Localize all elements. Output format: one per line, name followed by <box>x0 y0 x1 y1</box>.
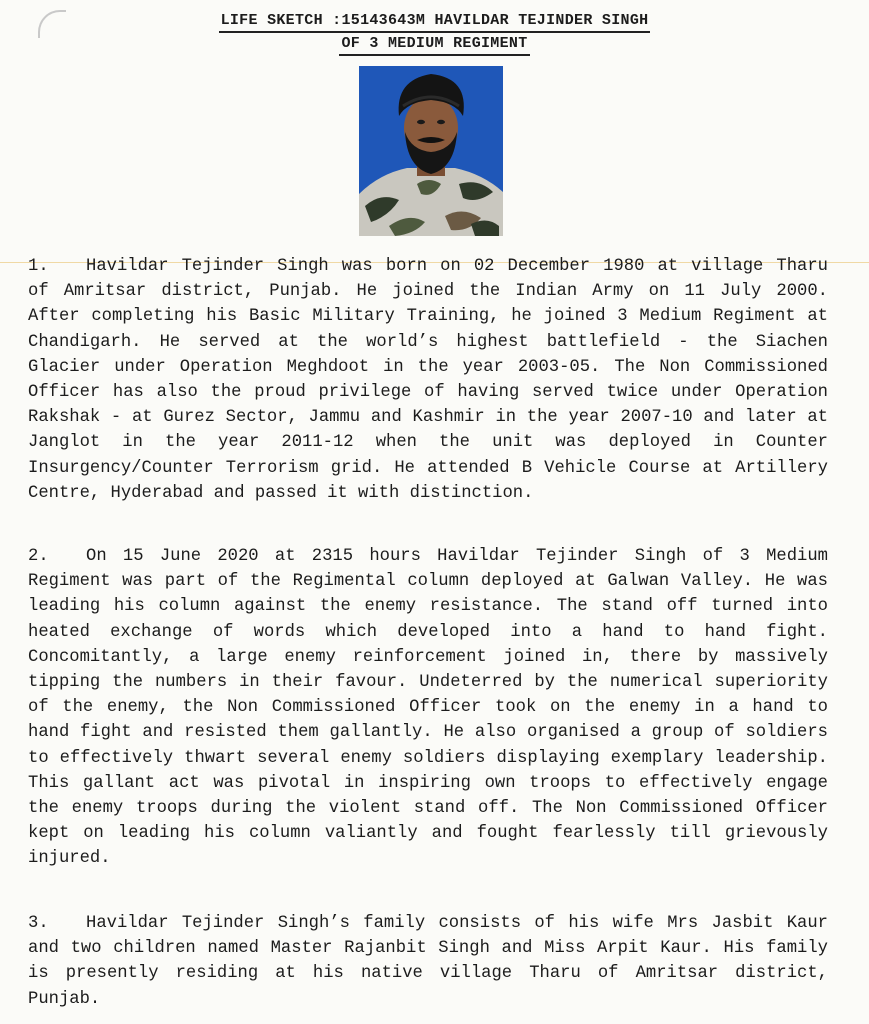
paragraph-text: On 15 June 2020 at 2315 hours Havildar Tejinder Singh of 3 Medium Regiment was part of the Regimental column deployed at Galwan Valley. He was leading his column against the enemy resistance. The stand off turned into heated exchange of words which developed into a hand to hand fight. Concomitantly, a large enemy reinforcement joined in, there by massively tipping the numbers in their favour. Undeterred by the numerical superiority of the enemy, the Non Commissioned Officer took on the enemy in a hand to hand fight and resisted them gallantly. He also organised a group of soldiers to effectively thwart several enemy soldiers displaying exemplary leadership. This gallant act was pivotal in inspiring own troops to effectively engage the enemy troops during the violent stand off. The Non Commissioned Officer kept on leading his column valiantly and fought fearlessly till grievously injured. <box>28 547 828 869</box>
paragraph-number: 2. <box>28 547 49 566</box>
document-title <box>0 10 869 56</box>
portrait-photo <box>359 66 503 236</box>
portrait-illustration <box>359 66 503 236</box>
paragraph-text: Havildar Tejinder Singh was born on 02 December 1980 at village Tharu of Amritsar district, Punjab. He joined the Indian Army on 11 July 2000. After completing his Basic Military Training, he joined 3 Medium Regiment at Chandigarh. He served at the world’s highest battlefield - the Siachen Glacier under Operation Meghdoot in the year 2003-05. The Non Commissioned Officer has also the proud privilege of having served twice under Operation Rakshak - at Gurez Sector, Jammu and Kashmir in the year 2007-10 and later at Janglot in the year 2011-12 when the unit was deployed in Counter Insurgency/Counter Terrorism grid. He attended B Vehicle Course at Artillery Centre, Hyderabad and passed it with distinction. <box>28 257 828 503</box>
paragraph-3 <box>28 911 828 1012</box>
paragraph-text: Havildar Tejinder Singh’s family consists of his wife Mrs Jasbit Kaur and two children named Master Rajanbit Singh and Miss Arpit Kaur. His family is presently residing at his native village Tharu of Amritsar district, Punjab. <box>28 914 828 1009</box>
title-line-2: OF 3 MEDIUM REGIMENT <box>339 33 529 56</box>
paragraph-number: 1. <box>28 257 49 276</box>
paragraph-2 <box>28 544 828 872</box>
paragraph-1 <box>28 254 828 506</box>
title-line-1: LIFE SKETCH :15143643M HAVILDAR TEJINDER SINGH <box>219 10 651 33</box>
paragraph-number: 3. <box>28 914 49 933</box>
